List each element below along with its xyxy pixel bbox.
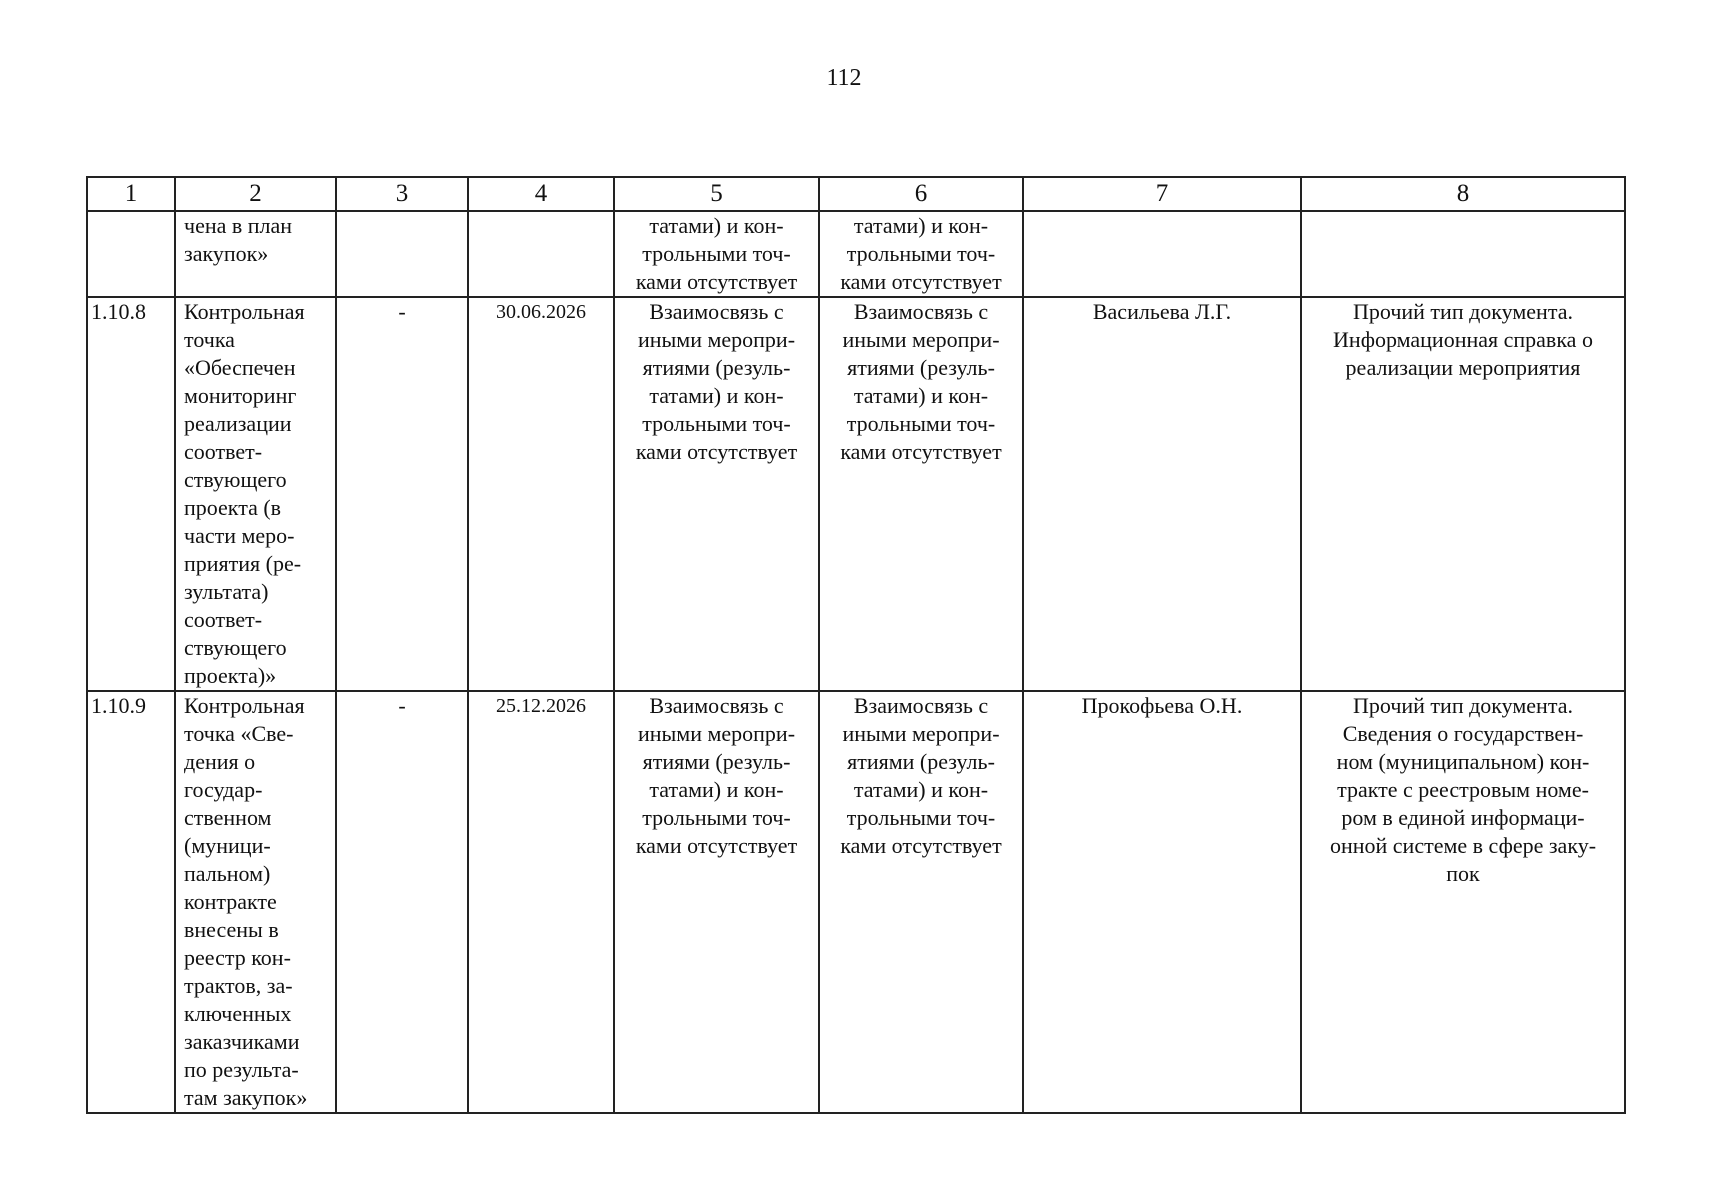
column-header: 3 [336, 177, 468, 211]
cell-text-line: трольными точ- [846, 805, 996, 830]
column-header: 5 [614, 177, 819, 211]
cell-text-line: части меро- [184, 523, 295, 548]
control-point-name-cell [175, 297, 336, 691]
cell-text-line: трактов, за- [184, 973, 293, 998]
cell-text-line: трольными точ- [846, 241, 996, 266]
cell-text-line: проекта)» [184, 663, 277, 688]
cell-text-line: Контрольная [184, 299, 305, 324]
cell-text-line: ключенных [184, 1001, 292, 1026]
cell-text-line: Информационная справка о [1333, 327, 1593, 352]
successor-cell [819, 211, 1023, 297]
document-type-cell [1301, 691, 1625, 1113]
cell-text-line: государ- [184, 777, 263, 802]
cell-text-line: татами) и кон- [853, 213, 989, 238]
cell-text-line: иными меропри- [842, 327, 1000, 352]
column-3-cell [336, 211, 468, 297]
deadline-date: 25.12.2026 [496, 695, 586, 717]
row-number: 1.10.9 [91, 693, 146, 718]
page-number: 112 [826, 65, 862, 91]
cell-text-line: (муници- [184, 833, 271, 858]
cell-text-line: ствующего [184, 635, 287, 660]
responsible-person: Прокофьева О.Н. [1081, 693, 1243, 718]
cell-text-line: Взаимосвязь с [853, 299, 989, 324]
date-cell [468, 691, 614, 1113]
responsible-person: Васильева Л.Г. [1092, 299, 1232, 324]
control-point-name-cell [175, 691, 336, 1113]
cell-text-line: соответ- [184, 439, 263, 464]
cell-text-line: татами) и кон- [649, 777, 784, 802]
deadline-date: 30.06.2026 [496, 301, 586, 323]
column-header: 4 [468, 177, 614, 211]
cell-text-line: ками отсутствует [840, 439, 1002, 464]
cell-text-line: иными меропри- [637, 327, 796, 352]
column-3-value: - [398, 693, 406, 718]
responsible-cell [1023, 211, 1301, 297]
row-number: 1.10.8 [91, 299, 146, 324]
cell-text-line: ятиями (резуль- [642, 749, 791, 774]
column-3-cell [336, 691, 468, 1113]
cell-text-line: ятиями (резуль- [847, 749, 995, 774]
date-cell [468, 297, 614, 691]
cell-text-line: ном (муниципальном) кон- [1336, 749, 1590, 774]
cell-text-line: Прочий тип документа. [1353, 693, 1573, 718]
cell-text-line: трольными точ- [642, 241, 791, 266]
cell-text-line: трольными точ- [846, 411, 996, 436]
cell-text-line: точка «Све- [184, 721, 294, 746]
predecessor-cell [614, 691, 819, 1113]
document-type-cell [1301, 211, 1625, 297]
column-header: 7 [1023, 177, 1301, 211]
cell-text-line: Взаимосвязь с [649, 693, 784, 718]
cell-text-line: Сведения о государствен- [1342, 721, 1584, 746]
cell-text-line: по результа- [184, 1057, 299, 1082]
cell-text-line: дения о [184, 749, 256, 774]
cell-text-line: тракте с реестровым номе- [1337, 777, 1589, 802]
cell-text-line: татами) и кон- [853, 777, 989, 802]
cell-text-line: пальном) [184, 861, 271, 886]
table-row [87, 297, 1625, 691]
cell-text-line: Контрольная [184, 693, 305, 718]
column-number-row [87, 177, 1625, 211]
row-number-cell [87, 297, 175, 691]
cell-text-line: ками отсутствует [840, 269, 1002, 294]
cell-text-line: ками отсутствует [840, 833, 1002, 858]
document-type-cell [1301, 297, 1625, 691]
cell-text-line: татами) и кон- [649, 213, 784, 238]
row-number-cell [87, 211, 175, 297]
cell-text-line: закупок» [184, 241, 269, 266]
cell-text-line: контракте [184, 889, 277, 914]
cell-text-line: ственном [184, 805, 272, 830]
cell-text-line: реестр кон- [184, 945, 291, 970]
predecessor-cell [614, 211, 819, 297]
cell-text-line: ками отсутствует [635, 833, 798, 858]
control-points-table [86, 176, 1626, 1114]
cell-text-line: ятиями (резуль- [642, 355, 791, 380]
column-header: 8 [1301, 177, 1625, 211]
cell-text-line: зультата) [184, 579, 269, 604]
responsible-cell [1023, 297, 1301, 691]
cell-text-line: ками отсутствует [635, 439, 798, 464]
row-number-cell [87, 691, 175, 1113]
successor-cell [819, 297, 1023, 691]
table-row [87, 211, 1625, 297]
cell-text-line: заказчиками [184, 1029, 300, 1054]
date-cell [468, 211, 614, 297]
cell-text-line: ками отсутствует [635, 269, 798, 294]
cell-text-line: там закупок» [184, 1085, 308, 1110]
table-row [87, 691, 1625, 1113]
column-header: 2 [175, 177, 336, 211]
control-point-name-cell [175, 211, 336, 297]
cell-text-line: мониторинг [184, 383, 297, 408]
cell-text-line: соответ- [184, 607, 263, 632]
cell-text-line: реализации мероприятия [1345, 355, 1581, 380]
cell-text-line: пок [1446, 861, 1480, 886]
cell-text-line: Взаимосвязь с [853, 693, 989, 718]
column-3-cell [336, 297, 468, 691]
cell-text-line: точка [184, 327, 235, 352]
cell-text-line: татами) и кон- [649, 383, 784, 408]
cell-text-line: Взаимосвязь с [649, 299, 784, 324]
successor-cell [819, 691, 1023, 1113]
cell-text-line: внесены в [184, 917, 279, 942]
cell-text-line: проекта (в [184, 495, 282, 520]
responsible-cell [1023, 691, 1301, 1113]
cell-text-line: Прочий тип документа. [1353, 299, 1573, 324]
cell-text-line: приятия (ре- [184, 551, 302, 576]
cell-text-line: иными меропри- [842, 721, 1000, 746]
cell-text-line: ятиями (резуль- [847, 355, 995, 380]
cell-text-line: трольными точ- [642, 411, 791, 436]
cell-text-line: онной системе в сфере заку- [1329, 833, 1597, 858]
cell-text-line: татами) и кон- [853, 383, 989, 408]
cell-text-line: чена в план [184, 213, 293, 238]
cell-text-line: ствующего [184, 467, 287, 492]
cell-text-line: ром в единой информаци- [1341, 805, 1585, 830]
column-header: 6 [819, 177, 1023, 211]
column-header: 1 [87, 177, 175, 211]
cell-text-line: трольными точ- [642, 805, 791, 830]
column-3-value: - [398, 299, 406, 324]
cell-text-line: реализации [184, 411, 292, 436]
predecessor-cell [614, 297, 819, 691]
cell-text-line: иными меропри- [637, 721, 796, 746]
cell-text-line: «Обеспечен [184, 355, 296, 380]
